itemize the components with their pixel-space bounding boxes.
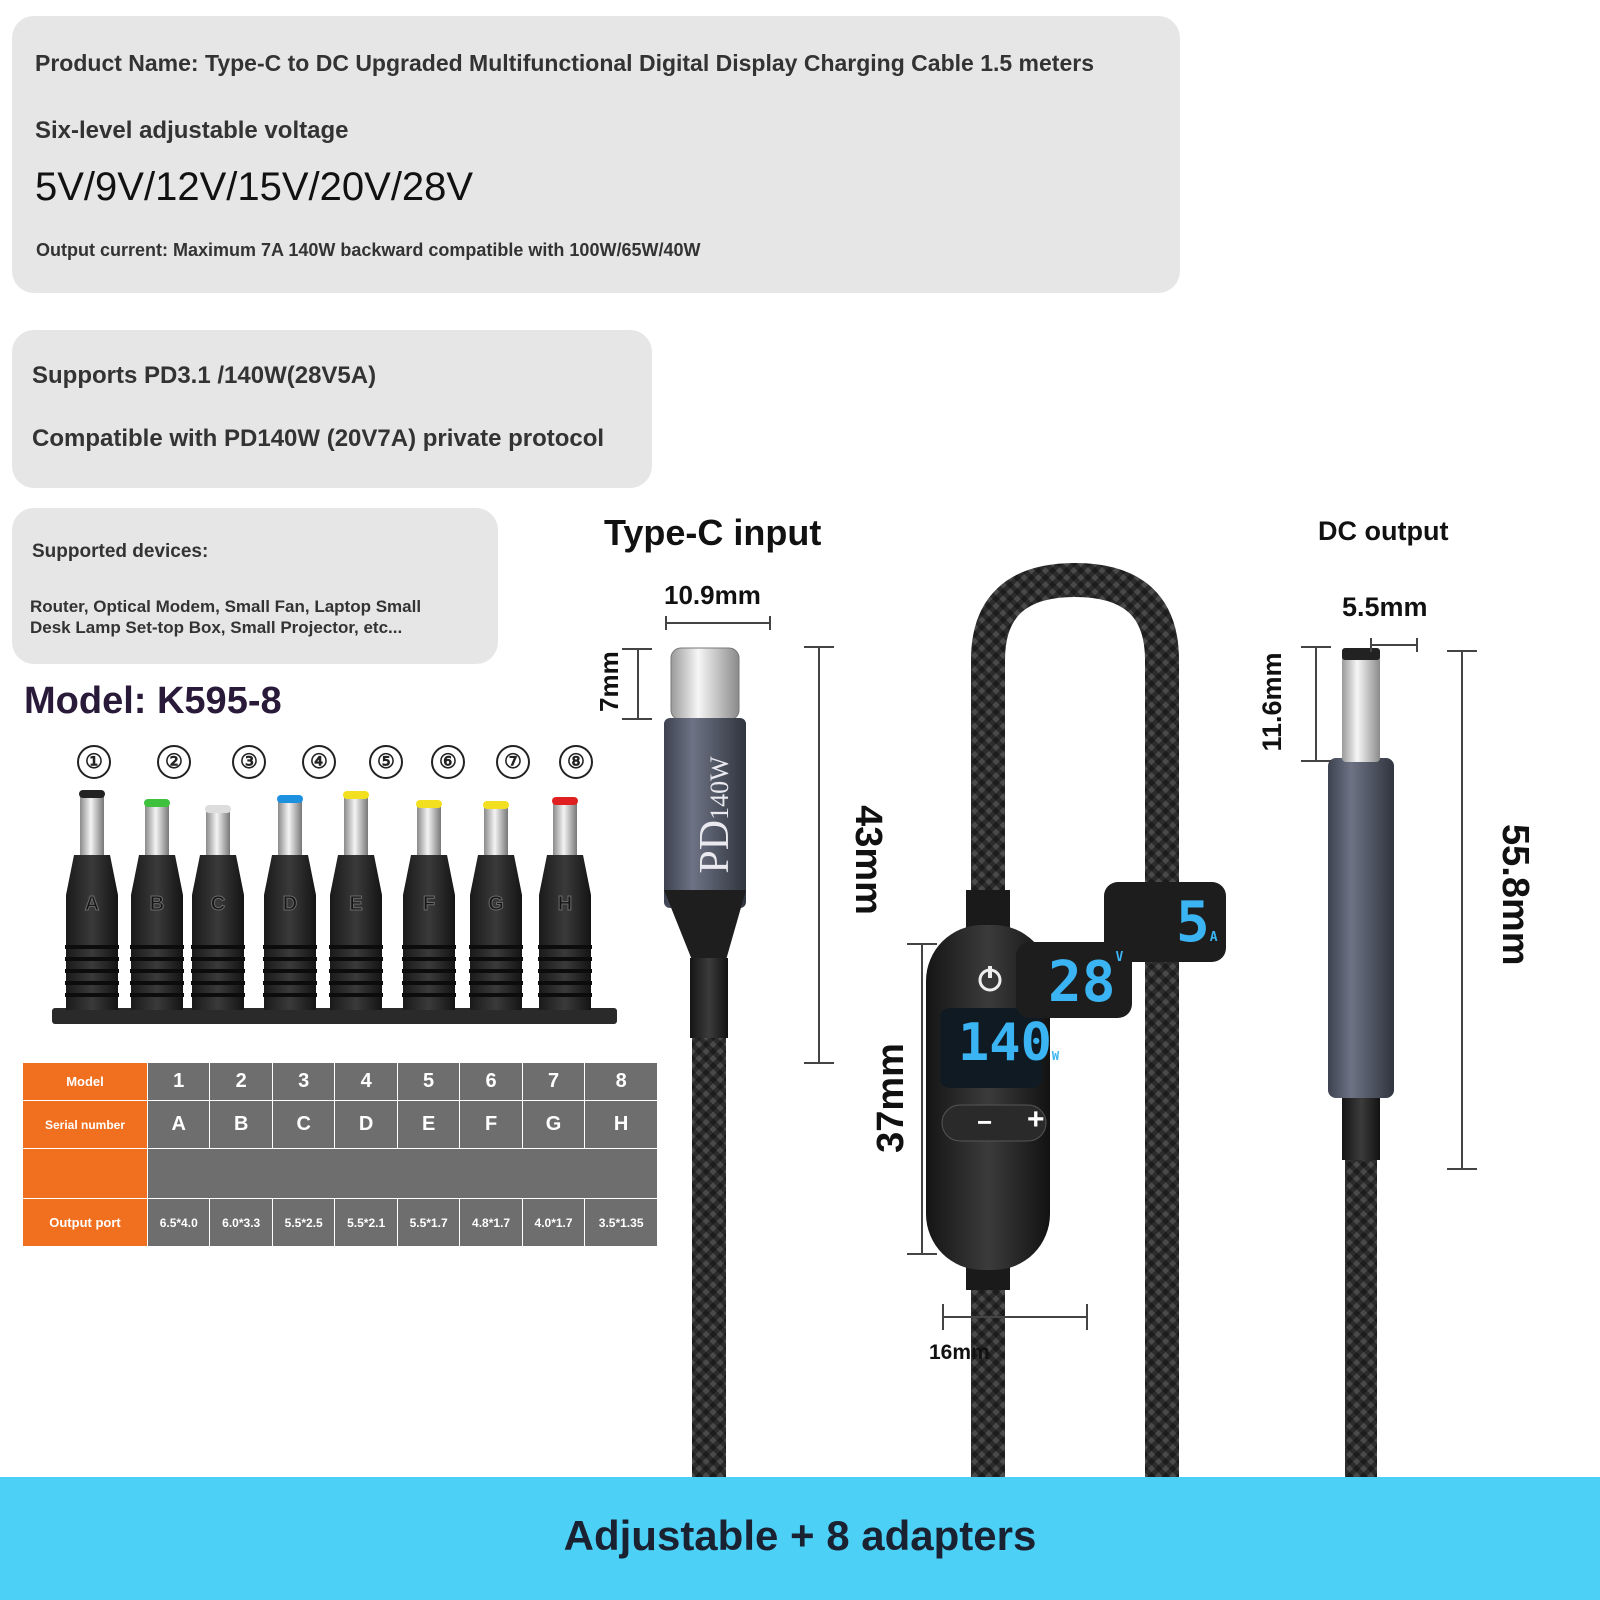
dc-tip-length-dim: 11.6mm [1257,652,1287,752]
protocol-line-2: Compatible with PD140W (20V7A) private protocol [32,425,605,452]
amps-readout [1176,890,1218,955]
adapter-tip-a [65,790,119,1010]
table-cell-output-4: 5.5*2.1 [335,1199,397,1247]
adapter-color-ring [483,801,509,809]
adapter-tip-f [402,800,456,1010]
devices-line-2: Desk Lamp Set-top Box, Small Projector, etc... [30,618,403,637]
typec-cable [692,1030,726,1480]
module-width-dim: 16mm [929,1341,990,1364]
table-cell-output-8: 3.5*1.35 [585,1199,658,1247]
adapter-letter: G [488,893,504,915]
table-cell-output-3: 5.5*2.5 [272,1199,334,1247]
table-cell-model-2: 2 [210,1063,272,1101]
adapter-marker-4: ④ [302,745,336,779]
volts-readout [1048,950,1123,1015]
table-header-model: Model [23,1063,148,1101]
adapter-letter: A [84,893,100,915]
table-cell-serial-g: G [522,1101,584,1149]
table-cell-model-5: 5 [397,1063,459,1101]
model-label: Model: K595-8 [24,680,282,722]
adapter-color-ring [277,795,303,803]
table-header-blank [23,1149,148,1199]
adapter-base [52,1008,617,1024]
table-cell-serial-b: B [210,1101,272,1149]
adapter-tip-g [469,801,523,1010]
adapter-tip-e [329,791,383,1010]
table-cell-output-5: 5.5*1.7 [397,1199,459,1247]
module-length-dim: 37mm [870,1043,912,1153]
adapter-tips-illustration [40,785,630,1030]
table-cell-model-6: 6 [460,1063,522,1101]
dc-housing [1328,758,1394,1098]
dc-width-dim: 5.5mm [1342,592,1428,622]
adapter-letter: C [210,893,226,915]
adapter-marker-5: ⑤ [369,745,403,779]
devices-heading: Supported devices: [32,541,209,562]
devices-line-1: Router, Optical Modem, Small Fan, Laptop Small [30,597,422,616]
dc-tip [1342,652,1380,762]
typec-plug-length-dim: 7mm [594,651,624,712]
plug-label-main: PD [692,819,738,874]
typec-total-length-dim: 43mm [847,805,889,915]
adapter-color-ring [144,799,170,807]
table-cell-serial-f: F [460,1101,522,1149]
adapter-color-ring [416,800,442,808]
devices-panel [12,508,498,664]
table-cell-serial-a: A [148,1101,210,1149]
protocol-panel [12,330,652,488]
voltage-heading: Six-level adjustable voltage [35,117,349,144]
adapter-color-ring [552,797,578,805]
adapter-tip-h [538,797,592,1010]
adapter-marker-6: ⑥ [431,745,465,779]
table-cell-output-1: 6.5*4.0 [148,1199,210,1247]
product-name: Product Name: Type-C to DC Upgraded Multifunctional Digital Display Charging Cable 1.5 meters [35,50,1094,76]
adapter-color-ring [79,790,105,798]
table-cell-model-1: 1 [148,1063,210,1101]
watts-readout [958,1013,1059,1073]
adapter-color-ring [205,805,231,813]
table-cell-serial-e: E [397,1101,459,1149]
table-header-serial: Serial number [23,1101,148,1149]
table-cell-serial-c: C [272,1101,334,1149]
adapter-marker-1: ① [77,745,111,779]
table-cell-serial-h: H [585,1101,658,1149]
adapter-letter: E [349,893,363,915]
voltage-levels: 5V/9V/12V/15V/20V/28V [35,165,474,209]
dc-cable [1345,1150,1377,1480]
plus-button[interactable]: + [1027,1103,1045,1136]
adapter-marker-2: ② [157,745,191,779]
spec-table [22,1062,658,1247]
table-cell-model-7: 7 [522,1063,584,1101]
banner-text: Adjustable + 8 adapters [563,1512,1037,1559]
typec-input-title: Type-C input [604,512,822,553]
dc-total-length-dim: 55.8mm [1494,824,1536,966]
amps-unit: A [1209,930,1218,945]
typec-width-dim: 10.9mm [664,580,761,610]
adapter-letter: H [557,893,573,915]
typec-plug-metal [671,648,739,720]
protocol-line-1: Supports PD3.1 /140W(28V5A) [32,362,377,389]
plug-label-sub: 140W [705,756,734,820]
table-cell-model-3: 3 [272,1063,334,1101]
table-cell-serial-d: D [335,1101,397,1149]
volts-unit: V [1115,950,1124,965]
adapter-marker-8: ⑧ [559,745,593,779]
table-image-row [148,1149,658,1199]
adapter-tip-d [263,795,317,1010]
amps-value: 5 [1176,890,1210,955]
table-cell-model-8: 8 [585,1063,658,1101]
table-cell-output-6: 4.8*1.7 [460,1199,522,1247]
minus-button[interactable]: − [977,1107,993,1137]
volts-value: 28 [1048,950,1116,1015]
table-header-output: Output port [23,1199,148,1247]
adapter-letter: B [149,893,165,915]
table-cell-output-2: 6.0*3.3 [210,1199,272,1247]
watts-value: 140 [958,1013,1052,1073]
adapter-letter: F [422,893,436,915]
adapter-tip-c [191,805,245,1010]
table-cell-model-4: 4 [335,1063,397,1101]
adapter-marker-7: ⑦ [496,745,530,779]
typec-plug-label [691,730,751,900]
adapter-color-ring [343,791,369,799]
adapter-tip-b [130,799,184,1010]
cable-illustration [600,560,1600,1480]
table-cell-output-7: 4.0*1.7 [522,1199,584,1247]
watts-unit: W [1051,1049,1060,1063]
output-current: Output current: Maximum 7A 140W backward compatible with 100W/65W/40W [36,240,701,260]
dc-output-title: DC output [1318,516,1449,546]
adapter-marker-3: ③ [232,745,266,779]
adapter-letter: D [282,893,298,915]
